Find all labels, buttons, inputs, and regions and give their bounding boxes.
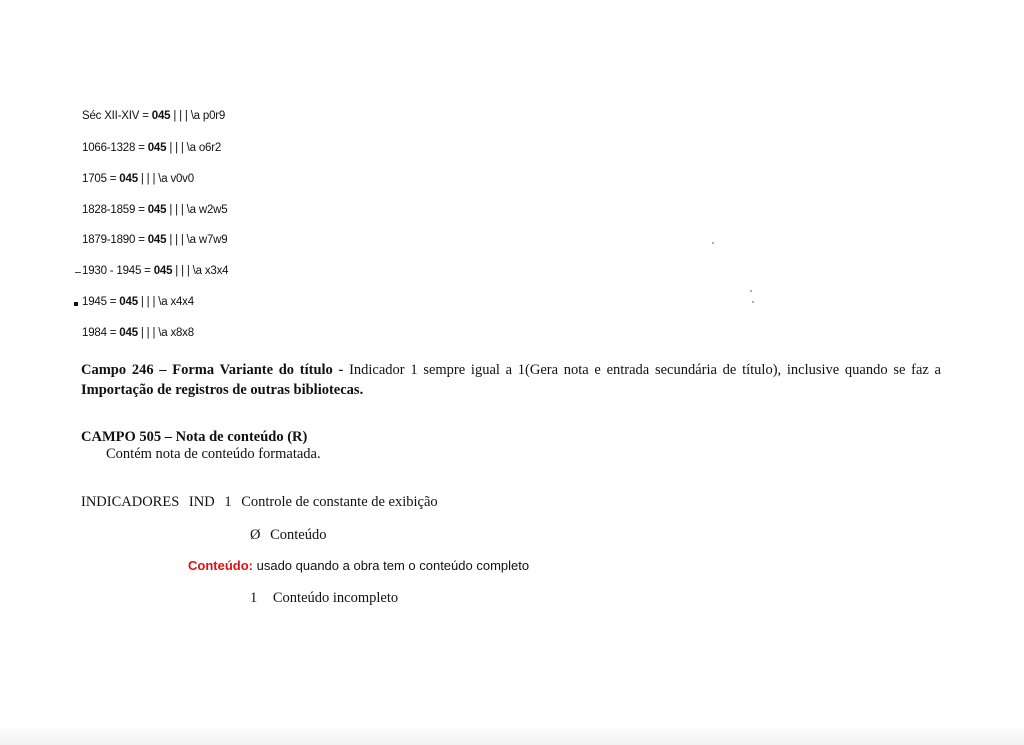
indicadores-row — [81, 494, 444, 511]
date-code-line — [82, 142, 221, 154]
option-1-value: 1 — [250, 590, 258, 606]
ind-number: 1 — [224, 494, 232, 510]
date-code-line — [82, 204, 227, 216]
date-range: 1984 = — [82, 327, 117, 339]
date-range: Séc XII-XIV = — [82, 110, 149, 122]
date-range: 1930 - 1945 = — [82, 265, 151, 277]
date-range: 1066-1328 = — [82, 142, 145, 154]
indicators: | | | \a — [140, 296, 168, 308]
date-code: w2w5 — [198, 204, 228, 216]
indicators: | | | \a — [169, 234, 196, 246]
date-range: 1879-1890 = — [82, 234, 145, 246]
date-code: x3x4 — [204, 265, 229, 277]
scan-speck — [752, 301, 754, 303]
indicators: | | | \a — [169, 204, 196, 216]
indicators: | | | \a — [169, 142, 196, 154]
date-code: x4x4 — [170, 296, 194, 308]
field-tag: 045 — [119, 173, 138, 185]
ind-description: Controle de constante de exibição — [241, 494, 438, 510]
date-code-line — [82, 173, 194, 185]
page-bottom-edge — [0, 726, 1024, 745]
option-empty-label: Conteúdo — [270, 527, 327, 543]
campo-246-paragraph — [81, 360, 941, 400]
date-range: 1828-1859 = — [82, 204, 145, 216]
ind-label: IND — [188, 494, 215, 510]
field-tag: 045 — [147, 142, 167, 154]
option-1-label: Conteúdo incompleto — [272, 590, 399, 606]
indicators: | | | \a — [175, 265, 202, 277]
scan-speck — [712, 242, 714, 244]
note-highlight: Conteúdo: — [188, 558, 253, 573]
option-empty — [250, 527, 327, 544]
campo-505-heading: CAMPO 505 – Nota de conteúdo (R) — [81, 429, 308, 445]
campo-505-description: Contém nota de conteúdo formatada. — [106, 446, 321, 462]
date-code-line — [82, 265, 228, 277]
date-code: w7w9 — [198, 234, 228, 246]
date-code: o6r2 — [198, 142, 222, 154]
field-tag: 045 — [153, 265, 173, 277]
option-1 — [250, 590, 398, 607]
note-text: usado quando a obra tem o conteúdo completo — [256, 558, 530, 573]
date-code-line — [82, 327, 194, 339]
scan-speck — [750, 290, 752, 292]
indicadores-label: INDICADORES — [81, 494, 180, 510]
campo-246-title: Campo 246 – Forma Variante do título - — [81, 362, 344, 378]
date-code: x8x8 — [170, 327, 194, 339]
indicators: | | | \a — [173, 110, 200, 122]
indicators: | | | \a — [140, 327, 168, 339]
date-code: v0v0 — [170, 173, 194, 185]
campo-246-bold-end: Importação de registros de outras bibliotecas. — [81, 382, 364, 398]
bullet-mark — [74, 302, 78, 306]
empty-set-icon: Ø — [250, 527, 261, 543]
date-code-line — [82, 110, 225, 122]
date-range: 1945 = — [82, 296, 117, 308]
scan-mark-dash — [75, 272, 81, 273]
date-code: p0r9 — [202, 110, 226, 122]
indicators: | | | \a — [140, 173, 168, 185]
field-tag: 045 — [119, 327, 138, 339]
campo-246-text: Indicador 1 sempre igual a 1(Gera nota e entrada secundária de título), inclusive quando se faz a — [349, 362, 941, 378]
field-tag: 045 — [151, 110, 171, 122]
field-tag: 045 — [147, 234, 167, 246]
conteudo-note — [188, 558, 529, 573]
date-range: 1705 = — [82, 173, 117, 185]
field-tag: 045 — [147, 204, 167, 216]
date-code-line — [82, 234, 227, 246]
date-code-line — [82, 296, 194, 308]
field-tag: 045 — [119, 296, 138, 308]
